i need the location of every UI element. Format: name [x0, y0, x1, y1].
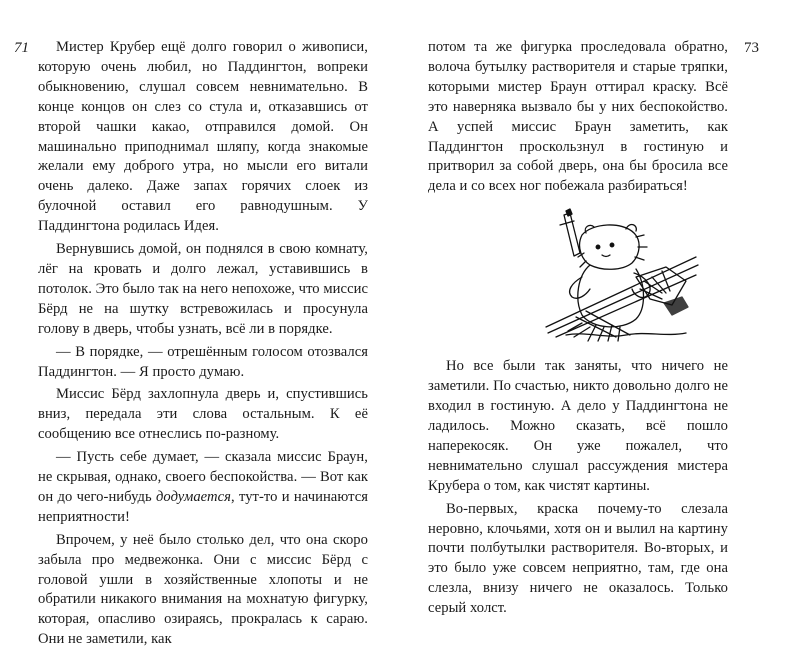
- emphasized-word: додумается: [155, 488, 231, 505]
- text-run: — Пусть себе думает, — сказала миссис Браун, не скрывая, однако, своего беспокойства. — Вот как он до чего-нибудь: [38, 449, 368, 505]
- text-run: , тут-то и начинаются неприятности!: [38, 488, 368, 525]
- left-page: [38, 38, 368, 650]
- paragraph: Миссис Бёрд захлопнула дверь и, спустившись вниз, передала эти слова остальным. К её сообщению все отнеслись по-разному.: [38, 386, 368, 443]
- paddington-illustration: [486, 207, 706, 347]
- paragraph: Вернувшись домой, он поднялся в свою комнату, лёг на кровать и долго лежал, уставившись в потолок. Это было так на него непохоже, что миссис Бёрд не на шутку встревожилась и просунула голову в дверь, чтобы узнать, всё ли в порядке.: [38, 241, 368, 337]
- paragraph: — В порядке, — отрешённым голосом отозвался Паддингтон. — Я просто думаю.: [38, 343, 368, 380]
- paragraph: потом та же фигурка проследовала обратно, волоча бутылку растворителя и старые тряпки, которыми мистер Браун оттирал краску. Всё это наверняка вызвало бы у них беспокойство. А успей миссис Браун заметить, как Паддингтон проскользнул в гостиную и притворил за собой дверь, она бы бросила все дела и со всех ног побежала разбираться!: [428, 39, 728, 195]
- page-number-right: 73: [744, 40, 759, 56]
- paragraph: Впрочем, у неё было столько дел, что она скоро забыла про медвежонка. Они с миссис Бёрд с головой ушли в хозяйственные хлопоты и не обратили никакого внимания на мохнатую фигурку, которая, опасливо озираясь, прокралась к сараю. Они не заметили, как: [38, 531, 368, 648]
- right-page: [428, 38, 728, 619]
- paragraph-with-emphasis: [38, 448, 368, 528]
- paragraph: Во-первых, краска почему-то слезала неровно, клочьями, хотя он и вылил на картину почти полбутылки растворителя. Во-вторых, и это было уже совсем неприятно, там, где она слезла, внизу ничего не оказалось. Только серый холст.: [428, 500, 728, 617]
- paragraph: Мистер Крубер ещё долго говорил о живописи, которую очень любил, но Паддингтон, вопреки обыкновению, слушал совсем невнимательно. В конце концов он слез со стула и, отказавшись от второй чашки какао, отправился домой. Он машинально приподнимал шляпу, когда знакомые желали ему доброго утра, но мысли его витали очень далеко. Даже запах горячих слоек из булочной оставил его равнодушным. У Паддингтона родилась Идея.: [38, 39, 368, 235]
- paragraph: Но все были так заняты, что ничего не заметили. По счастью, никто довольно долго не входил в гостиную. А дело у Паддингтона не ладилось. Можно сказать, всё пошло наперекосяк. Он уже пожалел, что невнимательно слушал рассуждения мистера Крубера о том, как чистят картины.: [428, 358, 728, 494]
- page-number-left: 71: [14, 40, 29, 56]
